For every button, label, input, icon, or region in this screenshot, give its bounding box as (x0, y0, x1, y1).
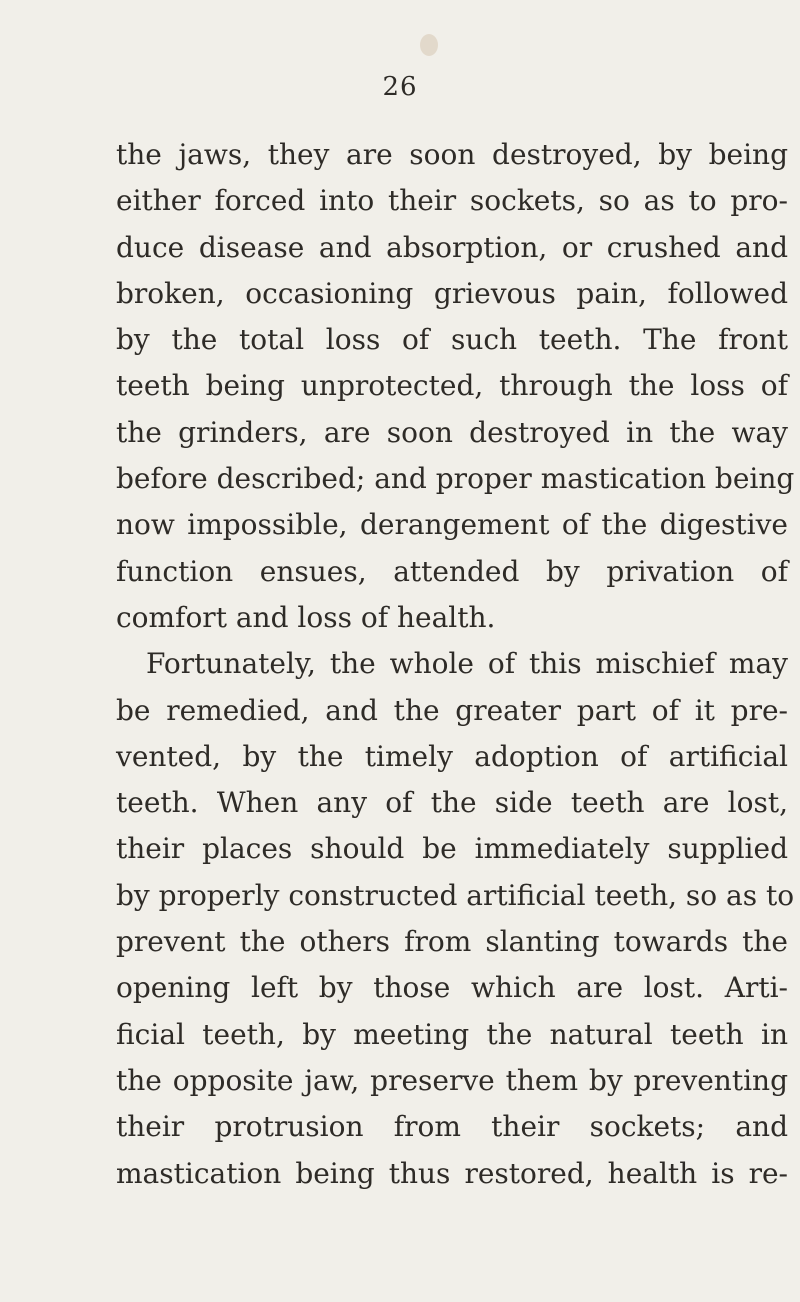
text-line: the jaws, they are soon destroyed, by being (116, 138, 788, 171)
paper-stain (420, 34, 438, 56)
text-line: teeth being unprotected, through the loss of (116, 369, 788, 403)
text-line: function ensues, attended by privation of (116, 554, 788, 588)
text-line: either forced into their sockets, so as to pro- (116, 184, 788, 218)
text-line: be remedied, and the greater part of it pre- (116, 693, 788, 727)
text-line: by the total loss of such teeth. The front (116, 323, 788, 357)
paragraph-2 (116, 641, 795, 1197)
text-line: before described; and proper mastication being (116, 462, 795, 496)
text-line: now impossible, derangement of the digestive (116, 508, 788, 542)
text-line: mastication being thus restored, health is re- (116, 1156, 788, 1190)
text-line: the opposite jaw, preserve them by preventing (116, 1063, 788, 1097)
body-text (116, 132, 795, 1197)
text-line: the grinders, are soon destroyed in the way (116, 415, 788, 449)
text-line: duce disease and absorption, or crushed and (116, 230, 788, 264)
text-line: their protrusion from their sockets; and (116, 1110, 788, 1144)
text-line: broken, occasioning grievous pain, followed (116, 276, 788, 310)
text-line: comfort and loss of health. (116, 600, 496, 634)
text-line: ficial teeth, by meeting the natural teeth in (116, 1017, 788, 1051)
paragraph-1 (116, 132, 795, 641)
text-line: Fortunately, the whole of this mischief may (146, 647, 788, 681)
text-line: by properly constructed artificial teeth, so as to (116, 878, 795, 912)
page-number: 26 (382, 72, 418, 102)
text-line: teeth. When any of the side teeth are lost, (116, 786, 788, 820)
text-line: vented, by the timely adoption of artificial (116, 739, 788, 773)
text-line: opening left by those which are lost. Arti- (116, 971, 788, 1005)
text-line: prevent the others from slanting towards the (116, 925, 788, 959)
text-line: their places should be immediately supplied (116, 832, 788, 866)
